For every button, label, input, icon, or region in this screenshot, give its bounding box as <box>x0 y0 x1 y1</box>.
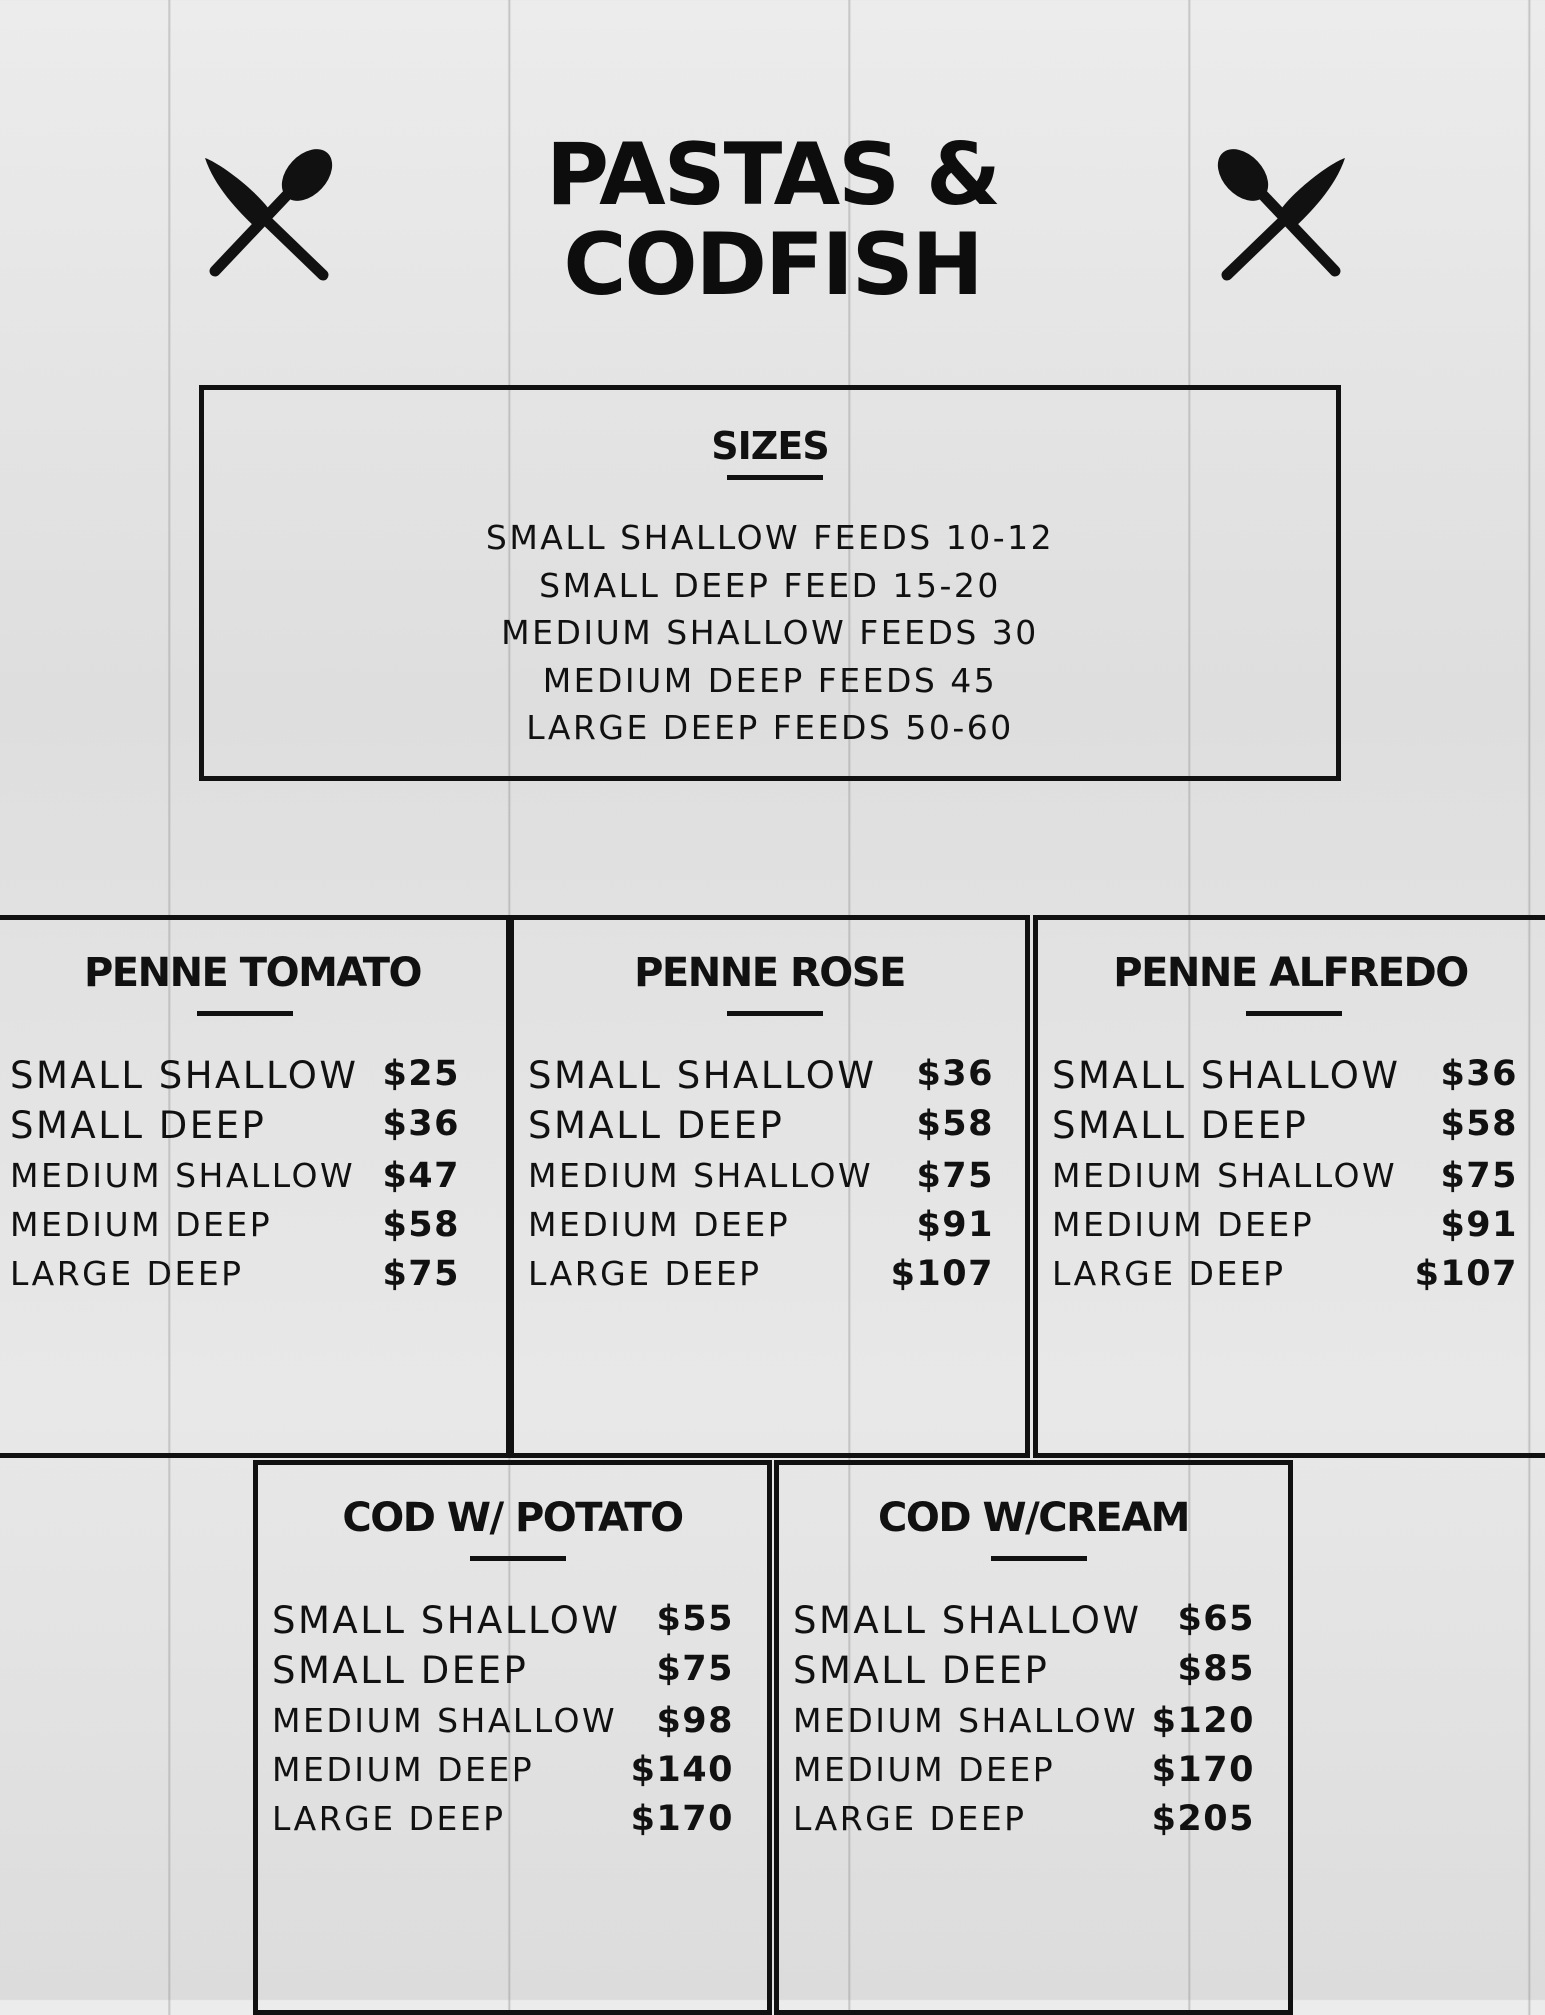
price-row <box>272 1649 734 1699</box>
price-row <box>10 1254 460 1304</box>
sizes-item: SMALL DEEP FEED 15-20 <box>539 565 1001 605</box>
card-divider <box>470 1556 566 1561</box>
size-label: LARGE DEEP <box>793 1799 1027 1838</box>
sizes-item: MEDIUM SHALLOW FEEDS 30 <box>501 613 1039 652</box>
price: $65 <box>1177 1599 1255 1639</box>
price: $91 <box>1440 1205 1518 1245</box>
sizes-panel <box>199 385 1341 781</box>
size-label: MEDIUM DEEP <box>1052 1205 1315 1244</box>
price-row <box>10 1156 460 1206</box>
price: $58 <box>1440 1104 1518 1144</box>
sizes-item: LARGE DEEP FEEDS 50-60 <box>526 708 1014 747</box>
size-label: SMALL SHALLOW <box>10 1054 359 1097</box>
price-row <box>528 1156 994 1206</box>
price: $36 <box>382 1104 460 1144</box>
size-label: MEDIUM SHALLOW <box>10 1156 356 1195</box>
size-label: SMALL SHALLOW <box>528 1054 877 1097</box>
size-label: MEDIUM SHALLOW <box>1052 1156 1398 1195</box>
price-row <box>528 1205 994 1255</box>
price: $58 <box>916 1104 994 1144</box>
price: $25 <box>382 1054 460 1094</box>
price-row <box>272 1750 734 1800</box>
price-row <box>528 1254 994 1304</box>
card-title: PENNE ROSE <box>634 950 905 996</box>
size-label: MEDIUM DEEP <box>272 1750 535 1789</box>
price-row <box>272 1599 734 1649</box>
card-divider <box>727 1011 823 1016</box>
price-row <box>528 1054 994 1104</box>
price: $55 <box>656 1599 734 1639</box>
card-title: COD W/CREAM <box>878 1495 1189 1541</box>
menu-card-penne-rose <box>509 915 1030 1458</box>
price-row <box>1052 1156 1518 1206</box>
price: $36 <box>1440 1054 1518 1094</box>
size-label: MEDIUM DEEP <box>10 1205 273 1244</box>
sizes-divider <box>727 475 823 480</box>
price-row <box>272 1701 734 1751</box>
sizes-item: MEDIUM DEEP FEEDS 45 <box>542 660 998 700</box>
title-line-1: PASTAS & <box>545 125 1000 225</box>
card-title: PENNE ALFREDO <box>1113 950 1468 996</box>
size-label: SMALL DEEP <box>528 1104 785 1147</box>
menu-card-cod-cream <box>774 1460 1293 2015</box>
crossed-knife-spoon-icon <box>195 143 345 293</box>
price-row <box>10 1205 460 1255</box>
price-row <box>10 1104 460 1154</box>
card-divider <box>197 1011 293 1016</box>
price: $36 <box>916 1054 994 1094</box>
card-divider <box>991 1556 1087 1561</box>
price: $75 <box>656 1649 734 1689</box>
size-label: MEDIUM SHALLOW <box>528 1156 874 1195</box>
price-row <box>1052 1205 1518 1255</box>
menu-card-penne-alfredo <box>1033 915 1545 1458</box>
size-label: LARGE DEEP <box>1052 1254 1286 1293</box>
price: $107 <box>890 1254 994 1294</box>
price: $75 <box>1440 1156 1518 1196</box>
price-row <box>793 1799 1255 1849</box>
price-row <box>10 1054 460 1104</box>
card-divider <box>1246 1011 1342 1016</box>
sizes-heading: SIZES <box>711 424 829 468</box>
size-label: SMALL DEEP <box>793 1649 1050 1692</box>
size-label: LARGE DEEP <box>10 1254 244 1293</box>
size-label: MEDIUM DEEP <box>528 1205 791 1244</box>
price-row <box>1052 1054 1518 1104</box>
menu-card-penne-tomato <box>0 915 511 1458</box>
price: $85 <box>1177 1649 1255 1689</box>
size-label: SMALL DEEP <box>1052 1104 1309 1147</box>
price: $140 <box>630 1750 734 1790</box>
size-label: SMALL DEEP <box>272 1649 529 1692</box>
size-label: MEDIUM SHALLOW <box>793 1701 1139 1740</box>
crossed-knife-spoon-icon <box>1205 143 1355 293</box>
sizes-item: SMALL SHALLOW FEEDS 10-12 <box>485 518 1055 557</box>
price: $91 <box>916 1205 994 1245</box>
page-title <box>420 125 1125 315</box>
menu-card-cod-potato <box>253 1460 772 2015</box>
size-label: SMALL SHALLOW <box>793 1599 1142 1642</box>
price: $205 <box>1151 1799 1255 1839</box>
size-label: LARGE DEEP <box>272 1799 506 1838</box>
size-label: SMALL SHALLOW <box>272 1599 621 1642</box>
size-label: SMALL DEEP <box>10 1104 267 1147</box>
price: $107 <box>1414 1254 1518 1294</box>
price-row <box>793 1750 1255 1800</box>
price-row <box>793 1649 1255 1699</box>
size-label: MEDIUM SHALLOW <box>272 1701 618 1740</box>
price-row <box>793 1701 1255 1751</box>
title-line-2: CODFISH <box>563 215 982 315</box>
price: $98 <box>656 1701 734 1741</box>
size-label: SMALL SHALLOW <box>1052 1054 1401 1097</box>
price-row <box>1052 1104 1518 1154</box>
price: $47 <box>382 1156 460 1196</box>
card-title: COD W/ POTATO <box>342 1495 683 1541</box>
size-label: LARGE DEEP <box>528 1254 762 1293</box>
price: $120 <box>1151 1701 1255 1741</box>
price-row <box>793 1599 1255 1649</box>
price-row <box>272 1799 734 1849</box>
price: $170 <box>630 1799 734 1839</box>
price-row <box>528 1104 994 1154</box>
size-label: MEDIUM DEEP <box>793 1750 1056 1789</box>
price: $58 <box>382 1205 460 1245</box>
price-row <box>1052 1254 1518 1304</box>
price: $75 <box>916 1156 994 1196</box>
price: $75 <box>382 1254 460 1294</box>
sizes-list <box>204 514 1336 752</box>
card-title: PENNE TOMATO <box>83 950 422 996</box>
price: $170 <box>1151 1750 1255 1790</box>
